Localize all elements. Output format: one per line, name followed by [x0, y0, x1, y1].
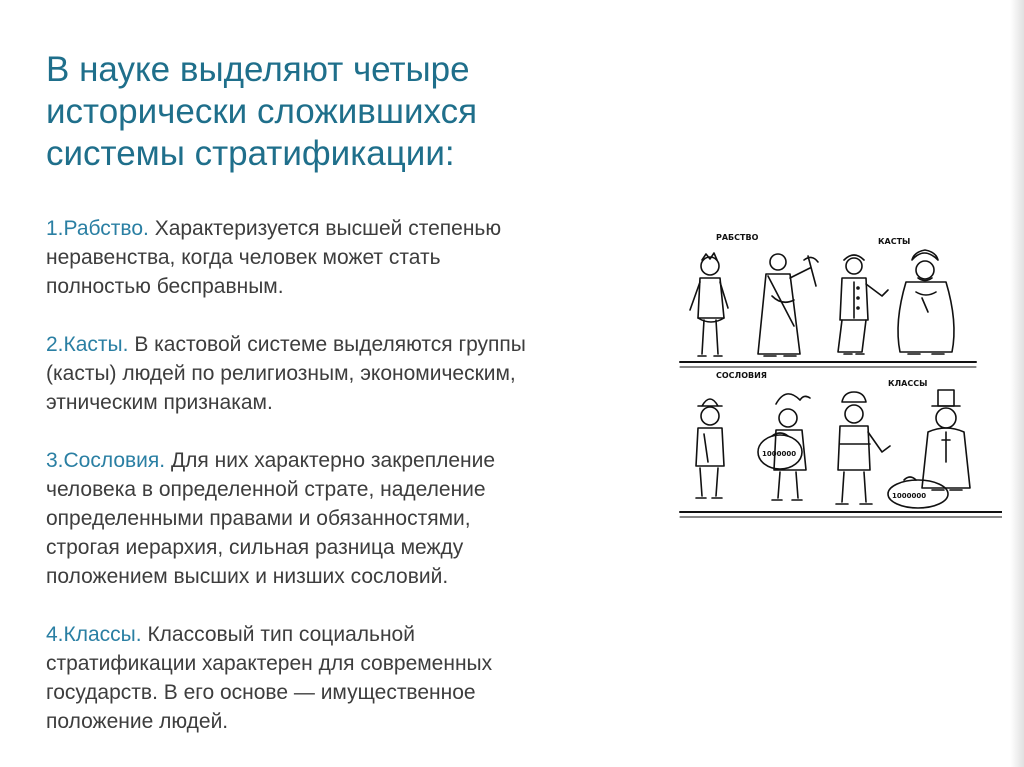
slide-title — [46, 49, 606, 175]
stratification-drawing — [676, 226, 1002, 526]
item-text: Характеризуется высшей степенью — [148, 217, 502, 240]
figure-slave — [690, 253, 728, 356]
item-text: положение людей. — [46, 710, 229, 733]
item-text: Классовый тип социальной — [141, 623, 415, 646]
item-text: полностью бесправным. — [46, 275, 284, 298]
figure-noble — [758, 394, 810, 500]
figure-peasant — [696, 399, 724, 498]
label-classes: КЛАССЫ — [888, 379, 928, 388]
item-lead: 1.Рабство. — [46, 217, 149, 240]
stratification-item-classes — [46, 620, 656, 736]
stratification-item-estates — [46, 446, 656, 591]
title-line: В науке выделяют четыре — [46, 50, 470, 90]
item-text: этническим признакам. — [46, 391, 273, 414]
item-text: государств. В его основе — имущественное — [46, 681, 476, 704]
item-text: стратификации характерен для современных — [46, 652, 493, 675]
item-lead: 4.Классы. — [46, 623, 142, 646]
item-text: строгая иерархия, сильная разница между — [46, 536, 464, 559]
figure-capitalist — [888, 390, 970, 508]
item-text: определенными правами и обязанностями, — [46, 507, 471, 530]
item-lead: 2.Касты. — [46, 333, 129, 356]
stratification-illustration — [676, 226, 1002, 526]
item-text: (касты) людей по религиозным, экономическим, — [46, 362, 516, 385]
stratification-item-slavery — [46, 214, 656, 301]
title-line: системы стратификации: — [46, 134, 455, 174]
item-text: Для них характерно закрепление — [165, 449, 496, 472]
figure-caste-laborer — [838, 255, 888, 354]
figure-rajah — [898, 250, 954, 354]
stratification-item-castes — [46, 330, 656, 417]
figure-worker — [836, 392, 890, 504]
item-text: В кастовой системе выделяются группы — [128, 333, 526, 356]
slide-edge-shadow — [1010, 0, 1024, 767]
money-bag-label: 1000000 — [892, 492, 927, 500]
item-text: неравенства, когда человек может стать — [46, 246, 441, 269]
title-line: исторически сложившихся — [46, 92, 478, 132]
label-estates: СОСЛОВИЯ — [716, 371, 767, 380]
figure-roman — [758, 254, 818, 356]
label-slavery: РАБСТВО — [716, 233, 759, 242]
slide-body — [46, 214, 656, 765]
item-lead: 3.Сословия. — [46, 449, 166, 472]
item-text: положением высших и низших сословий. — [46, 565, 449, 588]
item-text: человека в определенной страте, наделение — [46, 478, 486, 501]
label-castes: КАСТЫ — [878, 237, 911, 246]
money-bag-label: 1000000 — [762, 450, 797, 458]
